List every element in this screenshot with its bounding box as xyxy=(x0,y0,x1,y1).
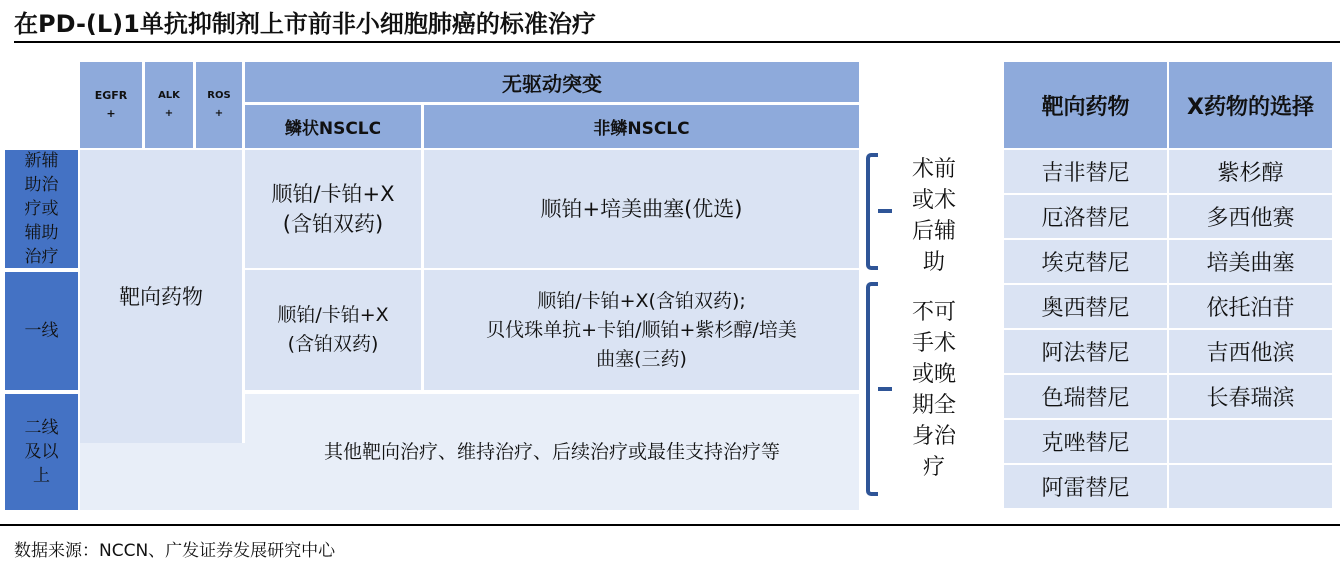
bracket-advanced xyxy=(866,282,878,496)
header-ros: ROS + xyxy=(196,62,242,148)
right-header-x-drugs: X药物的选择 xyxy=(1169,62,1332,148)
row1-nonsquamous: 顺铂+培美曲塞(优选) xyxy=(424,150,859,268)
right-col2-row4: 依托泊苷 xyxy=(1169,285,1332,328)
header-squamous: 鳞状NSCLC xyxy=(245,105,421,148)
right-col1-row5: 阿法替尼 xyxy=(1004,330,1167,373)
right-col2-row1: 紫杉醇 xyxy=(1169,150,1332,193)
bracket-perioperative xyxy=(866,153,878,270)
right-col2-row7 xyxy=(1169,420,1332,463)
right-col1-row2: 厄洛替尼 xyxy=(1004,195,1167,238)
row-label-first-line: 一线 xyxy=(5,272,78,390)
header-no-driver: 无驱动突变 xyxy=(245,62,859,102)
row2-nonsquamous: 顺铂/卡铂+X(含铂双药); 贝伐珠单抗+卡铂/顺铂+紫杉醇/培美 曲塞(三药) xyxy=(424,270,859,390)
right-header-targeted: 靶向药物 xyxy=(1004,62,1167,148)
right-col2-row3: 培美曲塞 xyxy=(1169,240,1332,283)
footer-divider xyxy=(0,524,1340,526)
bracket-advanced-tick xyxy=(878,387,892,391)
row3-background xyxy=(80,443,245,510)
targeted-drugs-cell: 靶向药物 xyxy=(80,150,242,443)
header-nonsquamous: 非鳞NSCLC xyxy=(424,105,859,148)
right-col2-row2: 多西他赛 xyxy=(1169,195,1332,238)
row2-squamous: 顺铂/卡铂+X (含铂双药) xyxy=(245,270,421,390)
right-col2-row5: 吉西他滨 xyxy=(1169,330,1332,373)
right-col1-row4: 奥西替尼 xyxy=(1004,285,1167,328)
row-label-second-line: 二线 及以 上 xyxy=(5,394,78,510)
header-egfr: EGFR + xyxy=(80,62,142,148)
label-advanced: 不可 手术 或晚 期全 身治 疗 xyxy=(911,300,956,480)
right-col1-row7: 克唑替尼 xyxy=(1004,420,1167,463)
right-col2-row6: 长春瑞滨 xyxy=(1169,375,1332,418)
title-divider xyxy=(14,41,1340,43)
label-perioperative: 术前 或术 后辅 助 xyxy=(911,157,956,275)
row-label-neoadjuvant: 新辅 助治 疗或 辅助 治疗 xyxy=(5,150,78,268)
page-title: 在PD-(L)1单抗抑制剂上市前非小细胞肺癌的标准治疗 xyxy=(14,10,596,38)
source-note: 数据来源：NCCN、广发证券发展研究中心 xyxy=(14,541,336,561)
right-col1-row6: 色瑞替尼 xyxy=(1004,375,1167,418)
header-alk: ALK + xyxy=(145,62,193,148)
bracket-perioperative-tick xyxy=(878,209,892,213)
right-col1-row1: 吉非替尼 xyxy=(1004,150,1167,193)
row3-all: 其他靶向治疗、维持治疗、后续治疗或最佳支持治疗等 xyxy=(245,394,859,510)
right-col2-row8 xyxy=(1169,465,1332,508)
right-col1-row3: 埃克替尼 xyxy=(1004,240,1167,283)
right-col1-row8: 阿雷替尼 xyxy=(1004,465,1167,508)
row1-squamous: 顺铂/卡铂+X (含铂双药) xyxy=(245,150,421,268)
